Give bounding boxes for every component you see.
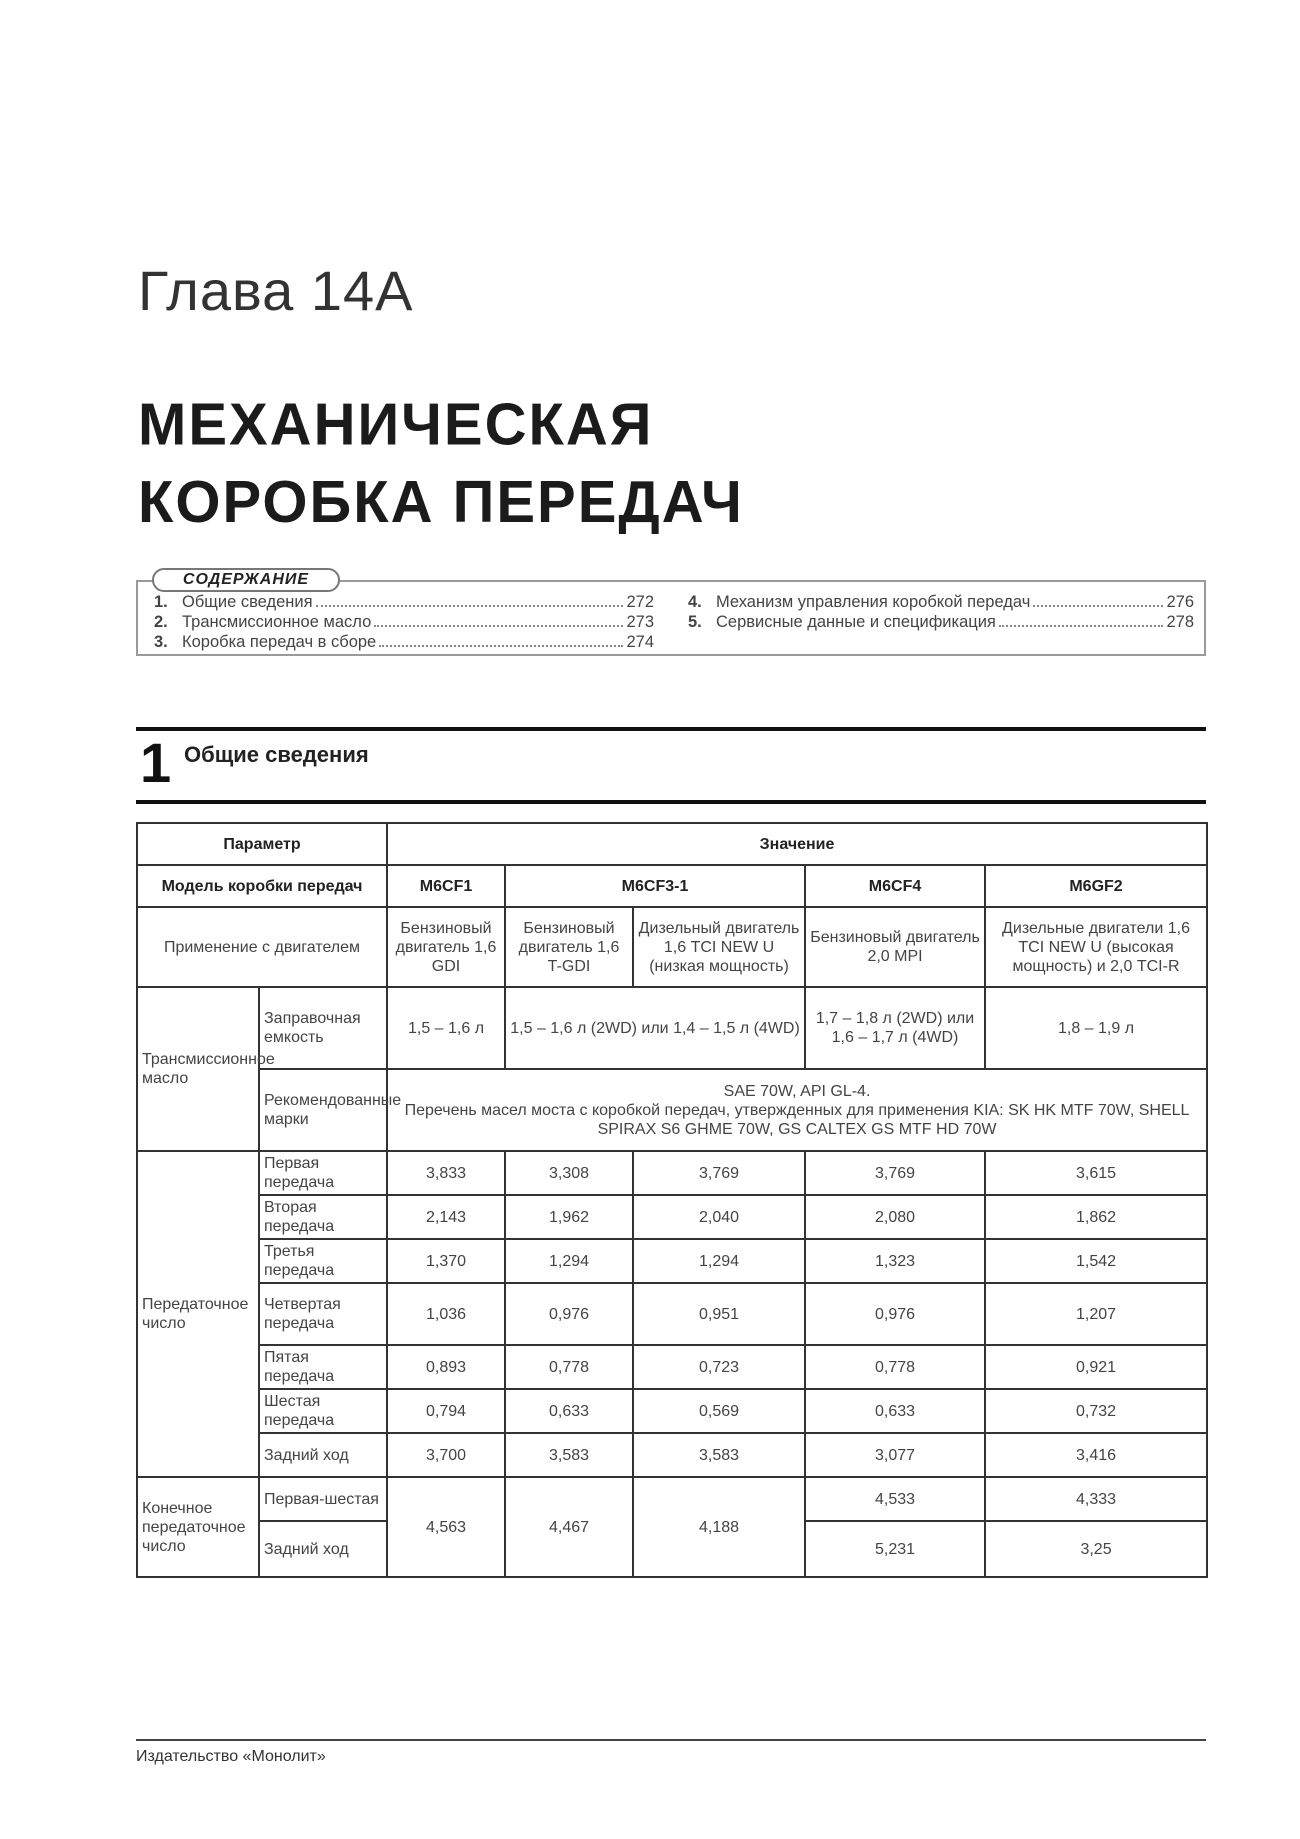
table-cell: 0,976 <box>805 1283 985 1345</box>
table-row-gear <box>137 1151 1207 1195</box>
toc-item-page: 278 <box>1166 613 1194 631</box>
table-row-gear <box>137 1433 1207 1477</box>
table-cell: 1,036 <box>387 1283 505 1345</box>
toc-item[interactable] <box>154 612 654 632</box>
final-label: Первая-шестая <box>259 1477 387 1521</box>
table-cell: 3,308 <box>505 1151 633 1195</box>
gear-label: Задний ход <box>259 1433 387 1477</box>
row-label-capacity: Заправочная емкость <box>259 987 387 1069</box>
table-cell: 2,143 <box>387 1195 505 1239</box>
table-cell: 3,700 <box>387 1433 505 1477</box>
toc-leader-dots <box>379 645 623 647</box>
table-cell: 3,077 <box>805 1433 985 1477</box>
chapter-title <box>138 386 744 541</box>
table-cell: 1,962 <box>505 1195 633 1239</box>
brands-line-1: SAE 70W, API GL-4. <box>723 1082 871 1100</box>
toc-item-number: 3. <box>154 633 168 651</box>
brands-cell <box>387 1069 1207 1151</box>
table-cell: 0,723 <box>633 1345 805 1389</box>
table-row-capacity <box>137 987 1207 1069</box>
table-cell: 0,778 <box>805 1345 985 1389</box>
toc-item-text: Сервисные данные и спецификация <box>716 613 996 631</box>
toc-item-page: 274 <box>626 633 654 651</box>
gear-label: Четвертая передача <box>259 1283 387 1345</box>
model-cell: M6CF3-1 <box>505 865 805 907</box>
table-cell: 5,231 <box>805 1521 985 1577</box>
table-cell: 1,294 <box>505 1239 633 1283</box>
section-number: 1 <box>140 731 172 794</box>
table-of-contents <box>136 571 1206 656</box>
gear-label: Шестая передача <box>259 1389 387 1433</box>
publisher-footer: Издательство «Монолит» <box>136 1748 326 1765</box>
toc-item-text: Коробка передач в сборе <box>182 633 377 651</box>
table-cell: 0,951 <box>633 1283 805 1345</box>
section-title: Общие сведения <box>184 742 369 767</box>
toc-leader-dots <box>999 625 1164 627</box>
row-label-application: Применение с двигателем <box>137 907 387 987</box>
table-cell: 3,25 <box>985 1521 1207 1577</box>
header-value: Значение <box>387 823 1207 865</box>
toc-item-page: 276 <box>1166 593 1194 611</box>
table-cell: 3,583 <box>633 1433 805 1477</box>
table-cell: 4,563 <box>387 1477 505 1577</box>
brands-line-2: Перечень масел моста с коробкой передач, утвержденных для применения KIA: SK HK MTF 70W, SHELL SPIRAX S6 GHME 70W, GS CALTEX GS MTF HD 70W <box>404 1101 1190 1138</box>
table-cell: 1,862 <box>985 1195 1207 1239</box>
table-row-gear <box>137 1195 1207 1239</box>
table-cell: 4,467 <box>505 1477 633 1577</box>
table-cell: 0,893 <box>387 1345 505 1389</box>
table-row-gear <box>137 1345 1207 1389</box>
table-cell: 0,794 <box>387 1389 505 1433</box>
spec-table <box>136 822 1208 1578</box>
table-cell: 1,207 <box>985 1283 1207 1345</box>
toc-item-text: Трансмиссионное масло <box>182 613 372 631</box>
toc-item-page: 272 <box>626 593 654 611</box>
table-row-gear <box>137 1389 1207 1433</box>
section-rule-bottom <box>136 800 1206 804</box>
toc-item[interactable] <box>154 632 654 652</box>
table-cell: 0,976 <box>505 1283 633 1345</box>
table-header-row <box>137 823 1207 865</box>
table-cell: 1,323 <box>805 1239 985 1283</box>
table-cell: 0,921 <box>985 1345 1207 1389</box>
toc-item-text: Механизм управления коробкой передач <box>716 593 1031 611</box>
table-cell: 3,583 <box>505 1433 633 1477</box>
toc-item[interactable] <box>688 612 1194 632</box>
table-cell: 4,188 <box>633 1477 805 1577</box>
model-cell: M6CF1 <box>387 865 505 907</box>
toc-item-number: 4. <box>688 593 702 611</box>
table-cell: 4,333 <box>985 1477 1207 1521</box>
table-cell: Бензиновый двигатель 1,6 GDI <box>387 907 505 987</box>
table-cell: 0,633 <box>805 1389 985 1433</box>
table-cell: 3,769 <box>805 1151 985 1195</box>
chapter-title-line-2: КОРОБКА ПЕРЕДАЧ <box>138 469 744 536</box>
toc-item-number: 1. <box>154 593 168 611</box>
table-cell: 3,769 <box>633 1151 805 1195</box>
row-group-oil: Трансмиссионное масло <box>137 987 259 1151</box>
final-label: Задний ход <box>259 1521 387 1577</box>
header-parameter: Параметр <box>137 823 387 865</box>
toc-leader-dots <box>1033 605 1163 607</box>
table-row-gear <box>137 1283 1207 1345</box>
toc-item[interactable] <box>688 592 1194 612</box>
table-cell: 1,370 <box>387 1239 505 1283</box>
section-rule-top <box>136 727 1206 731</box>
toc-item-page: 273 <box>626 613 654 631</box>
table-cell: 0,569 <box>633 1389 805 1433</box>
table-cell: 1,5 – 1,6 л (2WD) или 1,4 – 1,5 л (4WD) <box>505 987 805 1069</box>
chapter-number: Глава 14А <box>138 259 414 322</box>
table-cell: 3,833 <box>387 1151 505 1195</box>
table-row-brands <box>137 1069 1207 1151</box>
table-cell: 0,732 <box>985 1389 1207 1433</box>
model-cell: M6GF2 <box>985 865 1207 907</box>
toc-item-number: 2. <box>154 613 168 631</box>
toc-leader-dots <box>316 605 624 607</box>
table-cell: Бензиновый двигатель 1,6 T-GDI <box>505 907 633 987</box>
table-cell: 3,416 <box>985 1433 1207 1477</box>
table-cell: Бензиновый двигатель 2,0 MPI <box>805 907 985 987</box>
toc-item-number: 5. <box>688 613 702 631</box>
table-cell: 0,633 <box>505 1389 633 1433</box>
table-cell: 1,7 – 1,8 л (2WD) или 1,6 – 1,7 л (4WD) <box>805 987 985 1069</box>
gear-label: Пятая передача <box>259 1345 387 1389</box>
table-row-final <box>137 1477 1207 1521</box>
table-cell: 1,5 – 1,6 л <box>387 987 505 1069</box>
row-label-model: Модель коробки передач <box>137 865 387 907</box>
table-cell: 0,778 <box>505 1345 633 1389</box>
gear-label: Третья передача <box>259 1239 387 1283</box>
toc-column-right <box>688 592 1194 632</box>
toc-column-left <box>154 592 654 652</box>
table-cell: 1,294 <box>633 1239 805 1283</box>
toc-leader-dots <box>374 625 623 627</box>
row-group-ratio: Передаточное число <box>137 1151 259 1477</box>
toc-label: СОДЕРЖАНИЕ <box>152 568 340 592</box>
table-row-gear <box>137 1239 1207 1283</box>
table-cell: 1,8 – 1,9 л <box>985 987 1207 1069</box>
table-cell: 2,040 <box>633 1195 805 1239</box>
table-row-application <box>137 907 1207 987</box>
table-cell: 4,533 <box>805 1477 985 1521</box>
toc-item-text: Общие сведения <box>182 593 313 611</box>
table-row-model <box>137 865 1207 907</box>
row-group-final-ratio: Конечное передаточное число <box>137 1477 259 1577</box>
table-cell: Дизельные двигатели 1,6 TCI NEW U (высокая мощность) и 2,0 TCI-R <box>985 907 1207 987</box>
toc-item[interactable] <box>154 592 654 612</box>
table-cell: 3,615 <box>985 1151 1207 1195</box>
row-label-brands: Рекомендованные марки <box>259 1069 387 1151</box>
model-cell: M6CF4 <box>805 865 985 907</box>
chapter-title-line-1: МЕХАНИЧЕСКАЯ <box>138 391 654 458</box>
footer-rule <box>136 1739 1206 1741</box>
gear-label: Первая передача <box>259 1151 387 1195</box>
gear-label: Вторая передача <box>259 1195 387 1239</box>
table-cell: 2,080 <box>805 1195 985 1239</box>
table-cell: Дизельный двигатель 1,6 TCI NEW U (низкая мощность) <box>633 907 805 987</box>
table-cell: 1,542 <box>985 1239 1207 1283</box>
